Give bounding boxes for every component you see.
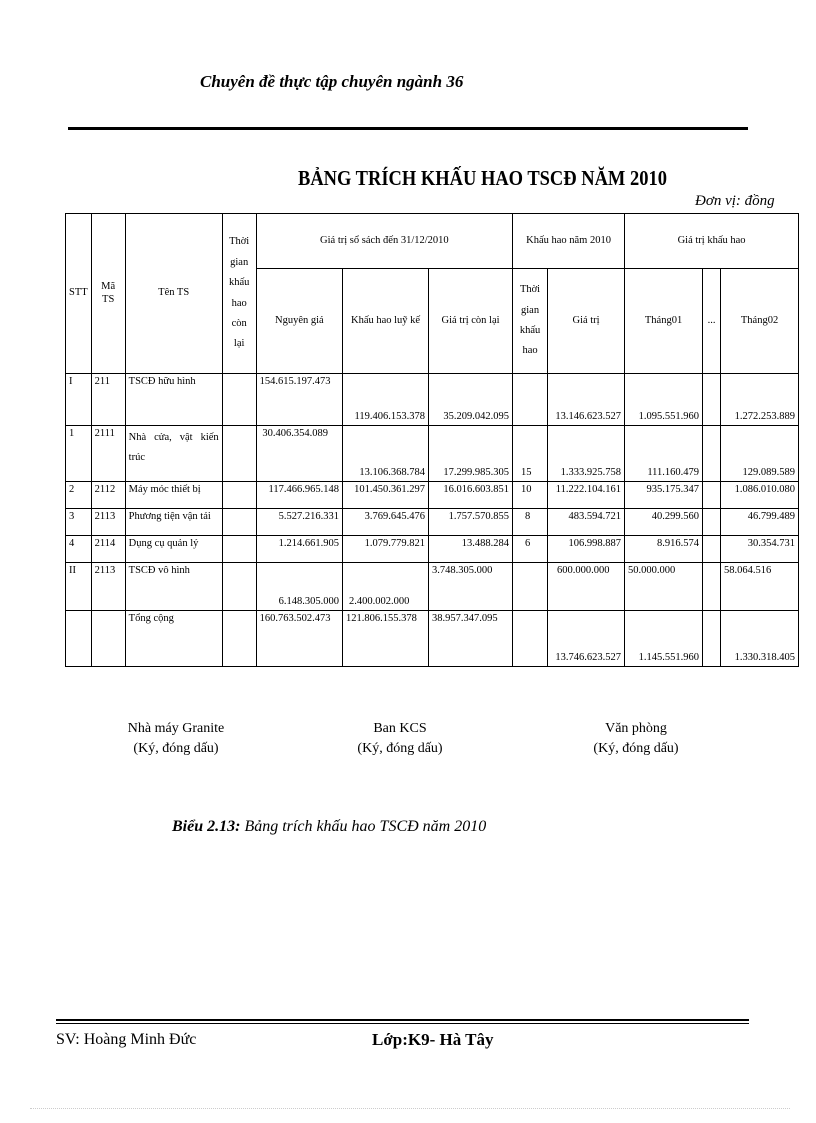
cell-tg-kh: 8 xyxy=(513,509,548,536)
cell-stt: 1 xyxy=(66,426,92,482)
cell-nguyen-gia: 117.466.965.148 xyxy=(256,482,342,509)
cell-ma: 211 xyxy=(91,374,125,426)
cell-thang01: 50.000.000 xyxy=(625,563,703,611)
cell-nguyen-gia: 30.406.354.089 xyxy=(256,426,342,482)
cell-con-lai: 17.299.985.305 xyxy=(429,426,513,482)
cell-dots xyxy=(703,563,721,611)
cell-gia-tri: 600.000.000 xyxy=(548,563,625,611)
cell-stt: 3 xyxy=(66,509,92,536)
table-row-total xyxy=(66,611,799,667)
cell-tg xyxy=(222,374,256,426)
cell-luy-ke: 13.106.368.784 xyxy=(343,426,429,482)
signature-note: (Ký, đóng dấu) xyxy=(133,741,219,757)
signature-block xyxy=(300,719,500,760)
footer-rule xyxy=(56,1019,749,1021)
cell-thang01: 40.299.560 xyxy=(625,509,703,536)
table-row xyxy=(66,374,799,426)
page-title: BẢNG TRÍCH KHẤU HAO TSCĐ NĂM 2010 xyxy=(298,166,667,190)
depreciation-table xyxy=(65,213,799,667)
cell-stt: I xyxy=(66,374,92,426)
cell-tg-kh: 10 xyxy=(513,482,548,509)
cell-dots xyxy=(703,482,721,509)
signature-name: Nhà máy Granite xyxy=(127,721,225,736)
cell-stt xyxy=(66,611,92,667)
cell-tg xyxy=(222,536,256,563)
cell-gia-tri: 11.222.104.161 xyxy=(548,482,625,509)
cell-ten: Nhà cửa, vật kiến trúc xyxy=(125,426,222,482)
cell-ma: 2113 xyxy=(91,509,125,536)
header-group-trich: Giá trị khấu hao xyxy=(625,214,799,269)
cell-ten: Tổng cộng xyxy=(125,611,222,667)
cell-ma: 2113 xyxy=(91,563,125,611)
table-row xyxy=(66,563,799,611)
cell-con-lai: 1.757.570.855 xyxy=(429,509,513,536)
signature-block xyxy=(76,719,276,760)
cell-luy-ke: 2.400.002.000 xyxy=(343,563,429,611)
cell-thang01: 1.145.551.960 xyxy=(625,611,703,667)
cell-luy-ke: 3.769.645.476 xyxy=(343,509,429,536)
header-rule xyxy=(68,127,748,130)
cell-con-lai: 3.748.305.000 xyxy=(429,563,513,611)
cell-thang02: 46.799.489 xyxy=(721,509,799,536)
cell-thang01: 111.160.479 xyxy=(625,426,703,482)
cell-thang02: 58.064.516 xyxy=(721,563,799,611)
cell-con-lai: 13.488.284 xyxy=(429,536,513,563)
cell-nguyen-gia: 1.214.661.905 xyxy=(256,536,342,563)
signature-note: (Ký, đóng dấu) xyxy=(593,741,679,757)
cell-dots xyxy=(703,536,721,563)
cell-dots xyxy=(703,611,721,667)
cell-gia-tri: 13.146.623.527 xyxy=(548,374,625,426)
header-gia-tri: Giá trị xyxy=(548,269,625,374)
cell-tg-kh: 15 xyxy=(513,426,548,482)
cell-tg xyxy=(222,563,256,611)
table-row xyxy=(66,536,799,563)
cell-stt: 2 xyxy=(66,482,92,509)
cell-ma: 2111 xyxy=(91,426,125,482)
caption-label: Biểu 2.13: xyxy=(172,818,241,835)
cell-luy-ke: 101.450.361.297 xyxy=(343,482,429,509)
cell-tg-kh xyxy=(513,374,548,426)
cell-dots xyxy=(703,374,721,426)
cell-ten: Dụng cụ quản lý xyxy=(125,536,222,563)
signature-note: (Ký, đóng dấu) xyxy=(357,741,443,757)
cell-con-lai: 38.957.347.095 xyxy=(429,611,513,667)
cell-thang01: 935.175.347 xyxy=(625,482,703,509)
cell-stt: II xyxy=(66,563,92,611)
cell-ma xyxy=(91,611,125,667)
cell-gia-tri: 106.998.887 xyxy=(548,536,625,563)
header-thoi-gian: Thời gian khấu hao còn lại xyxy=(222,214,256,374)
cell-nguyen-gia: 5.527.216.331 xyxy=(256,509,342,536)
header-ten-ts: Tên TS xyxy=(125,214,222,374)
cell-thang02: 30.354.731 xyxy=(721,536,799,563)
cell-thang02: 129.089.589 xyxy=(721,426,799,482)
cell-tg-kh xyxy=(513,611,548,667)
page-header: Chuyên đề thực tập chuyên ngành 36 xyxy=(200,72,464,91)
cell-luy-ke: 1.079.779.821 xyxy=(343,536,429,563)
header-group-kh2010: Khấu hao năm 2010 xyxy=(513,214,625,269)
cell-stt: 4 xyxy=(66,536,92,563)
cell-con-lai: 35.209.042.095 xyxy=(429,374,513,426)
page-bottom-dots xyxy=(30,1108,790,1109)
cell-thang01: 8.916.574 xyxy=(625,536,703,563)
header-thoi-gian-kh: Thời gian khấu hao xyxy=(513,269,548,374)
cell-luy-ke: 119.406.153.378 xyxy=(343,374,429,426)
cell-nguyen-gia: 160.763.502.473 xyxy=(256,611,342,667)
header-con-lai: Giá trị còn lại xyxy=(429,269,513,374)
cell-con-lai: 16.016.603.851 xyxy=(429,482,513,509)
header-nguyen-gia: Nguyên giá xyxy=(256,269,342,374)
header-group-so-sach: Giá trị sổ sách đến 31/12/2010 xyxy=(256,214,512,269)
header-thang02: Tháng02 xyxy=(721,269,799,374)
signature-name: Ban KCS xyxy=(373,721,427,736)
cell-ten: Phương tiện vận tải xyxy=(125,509,222,536)
caption-text: Bảng trích khấu hao TSCĐ năm 2010 xyxy=(240,818,487,835)
cell-nguyen-gia: 6.148.305.000 xyxy=(256,563,342,611)
header-ma-ts: Mã TS xyxy=(91,214,125,374)
table-row xyxy=(66,426,799,482)
signature-block xyxy=(536,719,736,760)
header-ellipsis: ... xyxy=(703,269,721,374)
cell-gia-tri: 483.594.721 xyxy=(548,509,625,536)
cell-ma: 2112 xyxy=(91,482,125,509)
header-stt: STT xyxy=(66,214,92,374)
cell-dots xyxy=(703,509,721,536)
cell-ten: Máy móc thiết bị xyxy=(125,482,222,509)
cell-tg xyxy=(222,426,256,482)
table-row xyxy=(66,509,799,536)
cell-thang02: 1.272.253.889 xyxy=(721,374,799,426)
cell-tg xyxy=(222,611,256,667)
header-thang01: Tháng01 xyxy=(625,269,703,374)
cell-ma: 2114 xyxy=(91,536,125,563)
cell-nguyen-gia: 154.615.197.473 xyxy=(256,374,342,426)
table-row xyxy=(66,482,799,509)
cell-gia-tri: 1.333.925.758 xyxy=(548,426,625,482)
footer-class: Lớp:K9- Hà Tây xyxy=(372,1030,494,1049)
signature-name: Văn phòng xyxy=(605,721,667,736)
cell-tg-kh: 6 xyxy=(513,536,548,563)
cell-ten: TSCĐ vô hình xyxy=(125,563,222,611)
footer-rule-thin xyxy=(56,1023,749,1024)
figure-caption xyxy=(172,818,486,836)
unit-label: Đơn vị: đồng xyxy=(695,193,775,209)
cell-thang02: 1.086.010.080 xyxy=(721,482,799,509)
cell-tg-kh xyxy=(513,563,548,611)
cell-thang02: 1.330.318.405 xyxy=(721,611,799,667)
cell-dots xyxy=(703,426,721,482)
cell-tg xyxy=(222,509,256,536)
cell-gia-tri: 13.746.623.527 xyxy=(548,611,625,667)
cell-thang01: 1.095.551.960 xyxy=(625,374,703,426)
cell-ten: TSCĐ hữu hình xyxy=(125,374,222,426)
header-khau-hao-luy-ke: Khấu hao luỹ kế xyxy=(343,269,429,374)
cell-tg xyxy=(222,482,256,509)
footer-student: SV: Hoàng Minh Đức xyxy=(56,1031,197,1048)
cell-luy-ke: 121.806.155.378 xyxy=(343,611,429,667)
